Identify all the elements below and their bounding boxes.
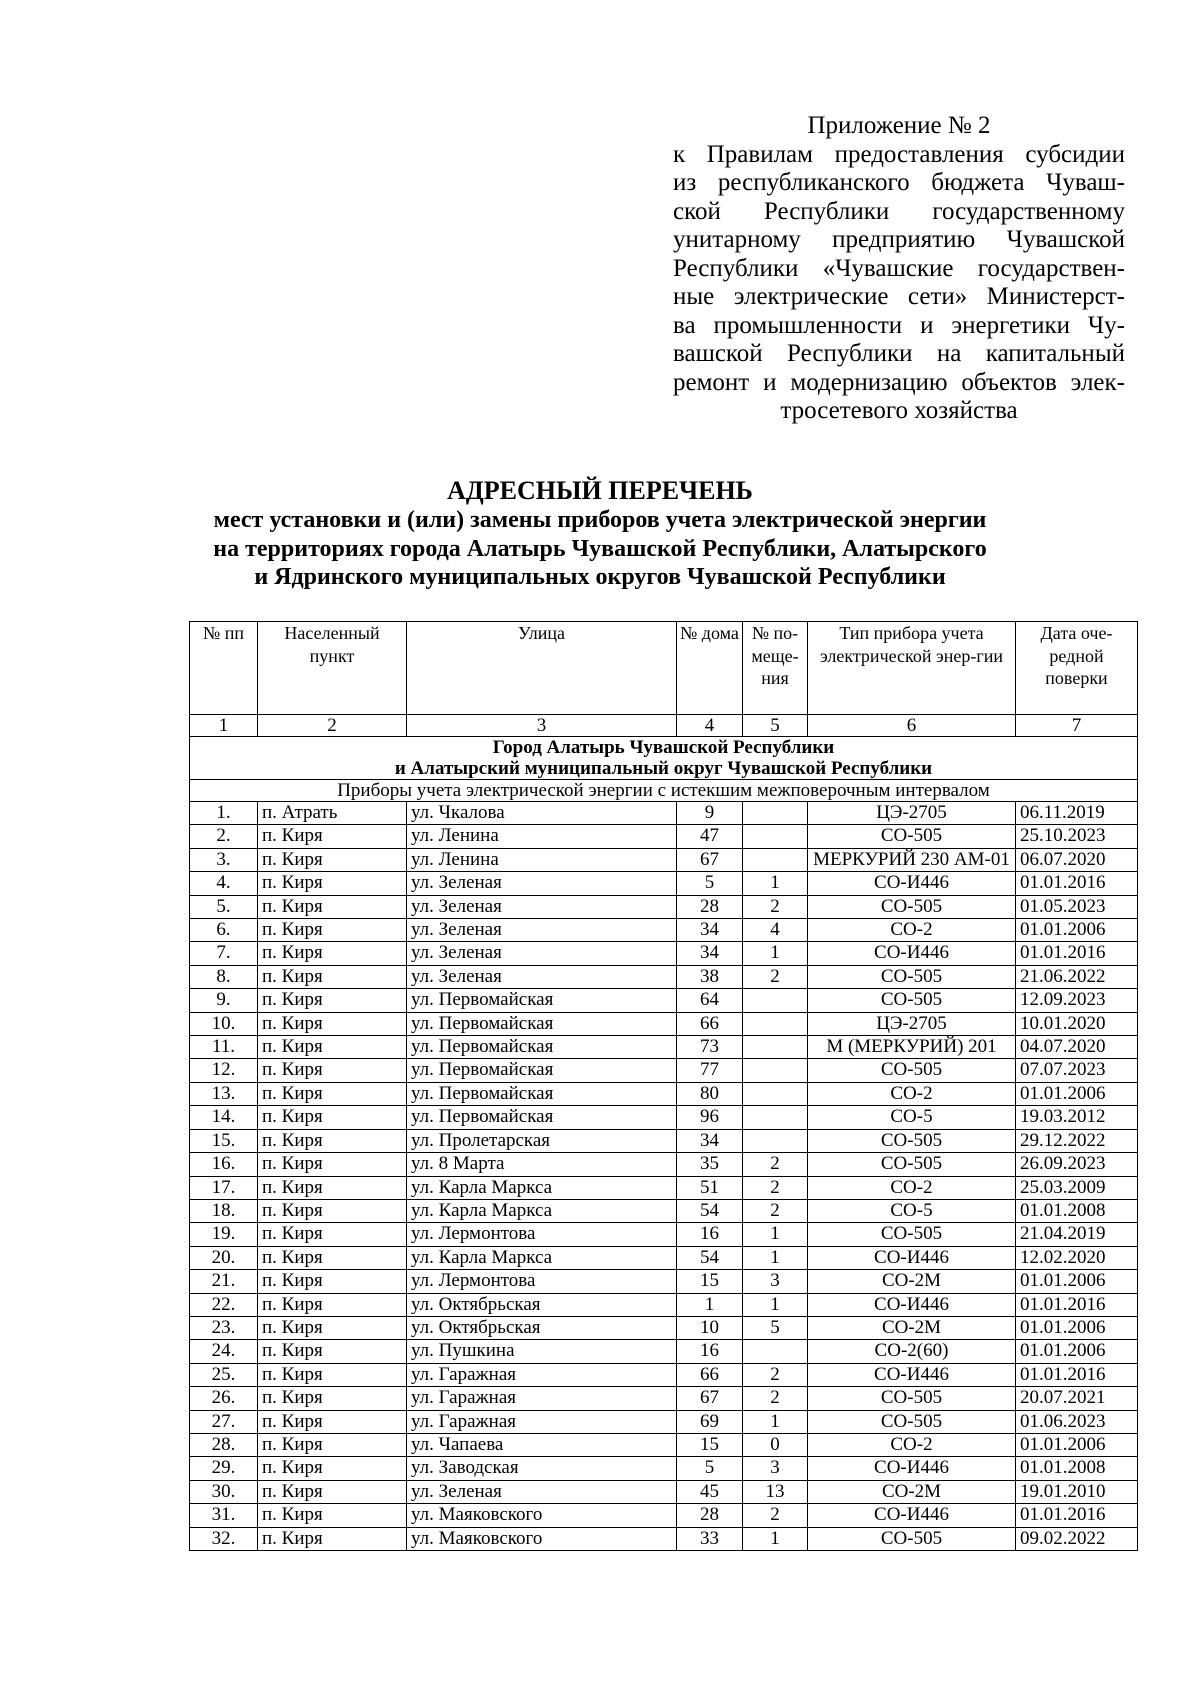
cell-number: 15. <box>190 1129 258 1152</box>
cell-house: 66 <box>677 1363 743 1386</box>
cell-locality: п. Киря <box>258 1106 407 1129</box>
cell-meter-type: СО-505 <box>808 1059 1016 1082</box>
cell-meter-type: СО-505 <box>808 895 1016 918</box>
cell-verification-date: 04.07.2020 <box>1016 1036 1138 1059</box>
cell-number: 13. <box>190 1082 258 1105</box>
cell-meter-type: СО-505 <box>808 1527 1016 1550</box>
cell-number: 6. <box>190 919 258 942</box>
cell-house: 34 <box>677 1129 743 1152</box>
table-row <box>190 1293 1138 1316</box>
cell-meter-type: СО-И446 <box>808 1363 1016 1386</box>
cell-number: 19. <box>190 1223 258 1246</box>
cell-locality: п. Киря <box>258 1036 407 1059</box>
cell-number: 30. <box>190 1480 258 1503</box>
cell-premises: 1 <box>743 1246 808 1269</box>
cell-house: 45 <box>677 1480 743 1503</box>
cell-number: 2. <box>190 825 258 848</box>
header-cell-verification-date: Дата оче-редной поверки <box>1016 622 1138 715</box>
cell-locality: п. Киря <box>258 1363 407 1386</box>
cell-locality: п. Киря <box>258 1316 407 1339</box>
column-number: 1 <box>190 715 258 737</box>
cell-number: 28. <box>190 1433 258 1456</box>
cell-house: 67 <box>677 1387 743 1410</box>
cell-house: 35 <box>677 1153 743 1176</box>
cell-house: 15 <box>677 1433 743 1456</box>
cell-number: 5. <box>190 895 258 918</box>
cell-meter-type: СО-И446 <box>808 1504 1016 1527</box>
cell-street: ул. Первомайская <box>407 989 677 1012</box>
cell-locality: п. Киря <box>258 1270 407 1293</box>
table-row <box>190 1363 1138 1386</box>
table-row <box>190 1270 1138 1293</box>
cell-locality: п. Киря <box>258 1129 407 1152</box>
cell-number: 25. <box>190 1363 258 1386</box>
cell-premises: 13 <box>743 1480 808 1503</box>
cell-house: 54 <box>677 1246 743 1269</box>
cell-number: 1. <box>190 802 258 825</box>
cell-house: 34 <box>677 919 743 942</box>
cell-street: ул. Ленина <box>407 825 677 848</box>
cell-verification-date: 01.01.2006 <box>1016 1082 1138 1105</box>
cell-meter-type: СО-2 <box>808 919 1016 942</box>
cell-house: 38 <box>677 965 743 988</box>
cell-house: 67 <box>677 848 743 871</box>
section-title <box>190 737 1138 780</box>
cell-street: ул. Чкалова <box>407 802 677 825</box>
cell-premises: 2 <box>743 1199 808 1222</box>
cell-locality: п. Киря <box>258 1246 407 1269</box>
cell-meter-type: СО-5 <box>808 1199 1016 1222</box>
appendix-line: ской Республики государственному <box>673 197 1125 225</box>
cell-locality: п. Киря <box>258 1012 407 1035</box>
cell-number: 7. <box>190 942 258 965</box>
cell-meter-type: ЦЭ-2705 <box>808 802 1016 825</box>
cell-number: 16. <box>190 1153 258 1176</box>
header-cell-street: Улица <box>407 622 677 715</box>
cell-premises <box>743 1036 808 1059</box>
cell-premises <box>743 1106 808 1129</box>
cell-locality: п. Киря <box>258 1293 407 1316</box>
cell-meter-type: СО-И446 <box>808 942 1016 965</box>
table-row <box>190 1082 1138 1105</box>
cell-meter-type: СО-И446 <box>808 1246 1016 1269</box>
cell-number: 18. <box>190 1199 258 1222</box>
cell-premises: 5 <box>743 1316 808 1339</box>
cell-meter-type: СО-505 <box>808 1129 1016 1152</box>
cell-house: 5 <box>677 1457 743 1480</box>
cell-number: 4. <box>190 872 258 895</box>
cell-locality: п. Киря <box>258 1153 407 1176</box>
cell-premises: 1 <box>743 942 808 965</box>
cell-premises <box>743 802 808 825</box>
cell-street: ул. Зеленая <box>407 872 677 895</box>
appendix-line: вашской Республики на капитальный <box>673 340 1125 367</box>
cell-locality: п. Киря <box>258 942 407 965</box>
cell-meter-type: СО-И446 <box>808 1293 1016 1316</box>
cell-verification-date: 01.01.2008 <box>1016 1199 1138 1222</box>
cell-locality: п. Киря <box>258 1223 407 1246</box>
cell-street: ул. Первомайская <box>407 1106 677 1129</box>
cell-number: 9. <box>190 989 258 1012</box>
cell-meter-type: СО-505 <box>808 989 1016 1012</box>
cell-house: 15 <box>677 1270 743 1293</box>
cell-verification-date: 21.06.2022 <box>1016 965 1138 988</box>
column-number: 2 <box>258 715 407 737</box>
column-number: 4 <box>677 715 743 737</box>
cell-locality: п. Киря <box>258 848 407 871</box>
cell-verification-date: 25.10.2023 <box>1016 825 1138 848</box>
cell-verification-date: 06.11.2019 <box>1016 802 1138 825</box>
cell-street: ул. Первомайская <box>407 1012 677 1035</box>
cell-street: ул. Карла Маркса <box>407 1246 677 1269</box>
cell-meter-type: СО-2 <box>808 1176 1016 1199</box>
table-row <box>190 802 1138 825</box>
cell-number: 20. <box>190 1246 258 1269</box>
table-row <box>190 1340 1138 1363</box>
header-cell-meter-type: Тип прибора учета электрической энер-гии <box>808 622 1016 715</box>
cell-street: ул. Зеленая <box>407 1480 677 1503</box>
cell-number: 14. <box>190 1106 258 1129</box>
cell-premises: 4 <box>743 919 808 942</box>
subsection-title: Приборы учета электрической энергии с истекшим межповерочным интервалом <box>190 780 1138 802</box>
table-row <box>190 942 1138 965</box>
cell-premises: 2 <box>743 1504 808 1527</box>
table-row <box>190 1410 1138 1433</box>
cell-number: 22. <box>190 1293 258 1316</box>
cell-number: 27. <box>190 1410 258 1433</box>
document-subtitle-line: на территориях города Алатырь Чувашской Республики, Алатырского <box>213 535 987 562</box>
column-number: 3 <box>407 715 677 737</box>
cell-verification-date: 01.01.2016 <box>1016 1504 1138 1527</box>
cell-premises: 0 <box>743 1433 808 1456</box>
cell-house: 16 <box>677 1223 743 1246</box>
cell-verification-date: 21.04.2019 <box>1016 1223 1138 1246</box>
table-row <box>190 848 1138 871</box>
cell-house: 54 <box>677 1199 743 1222</box>
section-title-line: и Алатырский муниципальный округ Чувашской Республики <box>394 758 933 779</box>
cell-premises: 1 <box>743 1410 808 1433</box>
cell-house: 69 <box>677 1410 743 1433</box>
appendix-line: к Правилам предоставления субсидии <box>673 140 1125 168</box>
cell-premises: 1 <box>743 1223 808 1246</box>
table-row <box>190 1246 1138 1269</box>
cell-house: 9 <box>677 802 743 825</box>
cell-house: 73 <box>677 1036 743 1059</box>
cell-house: 5 <box>677 872 743 895</box>
appendix-line: ные электрические сети» Министерст- <box>673 283 1125 310</box>
column-number: 5 <box>743 715 808 737</box>
table-row <box>190 989 1138 1012</box>
cell-verification-date: 01.05.2023 <box>1016 895 1138 918</box>
cell-premises <box>743 989 808 1012</box>
cell-house: 66 <box>677 1012 743 1035</box>
cell-street: ул. Карла Маркса <box>407 1199 677 1222</box>
cell-street: ул. Первомайская <box>407 1082 677 1105</box>
cell-street: ул. Гаражная <box>407 1410 677 1433</box>
cell-house: 1 <box>677 1293 743 1316</box>
table-row <box>190 919 1138 942</box>
header-cell-locality: Населенный пункт <box>258 622 407 715</box>
table-row <box>190 1106 1138 1129</box>
table-row <box>190 1129 1138 1152</box>
cell-premises: 2 <box>743 1176 808 1199</box>
cell-verification-date: 26.09.2023 <box>1016 1153 1138 1176</box>
cell-number: 32. <box>190 1527 258 1550</box>
cell-meter-type: ЦЭ-2705 <box>808 1012 1016 1035</box>
cell-premises: 2 <box>743 1153 808 1176</box>
cell-number: 11. <box>190 1036 258 1059</box>
section-title-line: Город Алатырь Чувашской Республики <box>492 737 835 758</box>
cell-street: ул. Зеленая <box>407 895 677 918</box>
cell-number: 12. <box>190 1059 258 1082</box>
column-number: 7 <box>1016 715 1138 737</box>
cell-meter-type: СО-505 <box>808 825 1016 848</box>
cell-street: ул. Маяковского <box>407 1527 677 1550</box>
cell-number: 10. <box>190 1012 258 1035</box>
table-row <box>190 1480 1138 1503</box>
cell-house: 51 <box>677 1176 743 1199</box>
cell-premises <box>743 1059 808 1082</box>
cell-street: ул. Зеленая <box>407 942 677 965</box>
cell-street: ул. Октябрьская <box>407 1316 677 1339</box>
cell-meter-type: СО-2М <box>808 1480 1016 1503</box>
cell-locality: п. Киря <box>258 989 407 1012</box>
cell-street: ул. Ленина <box>407 848 677 871</box>
cell-house: 96 <box>677 1106 743 1129</box>
cell-number: 17. <box>190 1176 258 1199</box>
cell-street: ул. Пролетарская <box>407 1129 677 1152</box>
cell-number: 24. <box>190 1340 258 1363</box>
cell-verification-date: 01.01.2016 <box>1016 942 1138 965</box>
cell-verification-date: 09.02.2022 <box>1016 1527 1138 1550</box>
cell-verification-date: 25.03.2009 <box>1016 1176 1138 1199</box>
table-row <box>190 1059 1138 1082</box>
document-subtitle-line: и Ядринского муниципальных округов Чувашской Республики <box>254 564 946 590</box>
cell-premises: 1 <box>743 1293 808 1316</box>
cell-locality: п. Киря <box>258 825 407 848</box>
table-section-row <box>190 737 1138 780</box>
table-header-row <box>190 622 1138 715</box>
table-column-number-row <box>190 715 1138 737</box>
appendix-line: из республиканского бюджета Чуваш- <box>673 169 1125 196</box>
cell-street: ул. Лермонтова <box>407 1223 677 1246</box>
cell-locality: п. Киря <box>258 1527 407 1550</box>
table-row <box>190 1153 1138 1176</box>
cell-street: ул. Первомайская <box>407 1059 677 1082</box>
cell-premises: 3 <box>743 1457 808 1480</box>
cell-locality: п. Киря <box>258 1480 407 1503</box>
cell-number: 21. <box>190 1270 258 1293</box>
table-row <box>190 1036 1138 1059</box>
cell-locality: п. Киря <box>258 895 407 918</box>
cell-street: ул. Гаражная <box>407 1363 677 1386</box>
table-row <box>190 895 1138 918</box>
appendix-line: унитарному предприятию Чувашской <box>673 226 1125 253</box>
cell-street: ул. Лермонтова <box>407 1270 677 1293</box>
cell-locality: п. Киря <box>258 1082 407 1105</box>
cell-locality: п. Киря <box>258 1457 407 1480</box>
cell-meter-type: СО-2 <box>808 1082 1016 1105</box>
table-row <box>190 1527 1138 1550</box>
cell-meter-type: СО-2М <box>808 1316 1016 1339</box>
document-title: АДРЕСНЫЙ ПЕРЕЧЕНЬ <box>447 476 753 505</box>
cell-premises <box>743 1340 808 1363</box>
cell-number: 31. <box>190 1504 258 1527</box>
cell-verification-date: 10.01.2020 <box>1016 1012 1138 1035</box>
header-cell-house: № дома <box>677 622 743 715</box>
cell-house: 28 <box>677 1504 743 1527</box>
cell-verification-date: 19.03.2012 <box>1016 1106 1138 1129</box>
cell-verification-date: 12.02.2020 <box>1016 1246 1138 1269</box>
cell-meter-type: СО-2 <box>808 1433 1016 1456</box>
table-row <box>190 1199 1138 1222</box>
cell-number: 3. <box>190 848 258 871</box>
cell-premises <box>743 825 808 848</box>
cell-verification-date: 01.01.2006 <box>1016 919 1138 942</box>
table-row <box>190 872 1138 895</box>
cell-house: 77 <box>677 1059 743 1082</box>
cell-verification-date: 01.01.2006 <box>1016 1433 1138 1456</box>
cell-locality: п. Киря <box>258 1199 407 1222</box>
cell-street: ул. 8 Марта <box>407 1153 677 1176</box>
cell-number: 23. <box>190 1316 258 1339</box>
cell-house: 80 <box>677 1082 743 1105</box>
document-heading <box>185 476 1015 592</box>
cell-street: ул. Зеленая <box>407 919 677 942</box>
cell-locality: п. Киря <box>258 1340 407 1363</box>
cell-house: 28 <box>677 895 743 918</box>
table-row <box>190 1316 1138 1339</box>
cell-premises <box>743 1012 808 1035</box>
cell-street: ул. Чапаева <box>407 1433 677 1456</box>
cell-premises: 2 <box>743 895 808 918</box>
cell-premises: 1 <box>743 1527 808 1550</box>
cell-house: 16 <box>677 1340 743 1363</box>
cell-street: ул. Заводская <box>407 1457 677 1480</box>
cell-house: 10 <box>677 1316 743 1339</box>
appendix-line: тросетевого хозяйства <box>780 397 1018 424</box>
cell-house: 64 <box>677 989 743 1012</box>
cell-locality: п. Киря <box>258 1504 407 1527</box>
header-cell-premises: № по-меще-ния <box>743 622 808 715</box>
cell-street: ул. Маяковского <box>407 1504 677 1527</box>
cell-verification-date: 01.01.2006 <box>1016 1340 1138 1363</box>
cell-locality: п. Киря <box>258 1433 407 1456</box>
appendix-line: ремонт и модернизацию объектов элек- <box>673 368 1125 396</box>
cell-street: ул. Карла Маркса <box>407 1176 677 1199</box>
cell-meter-type: СО-И446 <box>808 1457 1016 1480</box>
cell-locality: п. Киря <box>258 1176 407 1199</box>
cell-street: ул. Первомайская <box>407 1036 677 1059</box>
cell-verification-date: 01.01.2006 <box>1016 1316 1138 1339</box>
cell-meter-type: СО-505 <box>808 1387 1016 1410</box>
cell-locality: п. Киря <box>258 1410 407 1433</box>
table-row <box>190 1387 1138 1410</box>
cell-verification-date: 20.07.2021 <box>1016 1387 1138 1410</box>
cell-meter-type: СО-505 <box>808 965 1016 988</box>
appendix-title: Приложение № 2 <box>807 112 991 139</box>
cell-meter-type: МЕРКУРИЙ 230 АМ-01 <box>808 848 1016 871</box>
document-subtitle-line: мест установки и (или) замены приборов учета электрической энергии <box>213 507 987 533</box>
appendix-block <box>673 112 1125 426</box>
cell-meter-type: СО-2(60) <box>808 1340 1016 1363</box>
table-row <box>190 965 1138 988</box>
cell-street: ул. Зеленая <box>407 965 677 988</box>
cell-house: 33 <box>677 1527 743 1550</box>
cell-locality: п. Киря <box>258 872 407 895</box>
cell-premises: 3 <box>743 1270 808 1293</box>
address-table <box>189 621 1138 1551</box>
cell-house: 47 <box>677 825 743 848</box>
cell-street: ул. Гаражная <box>407 1387 677 1410</box>
cell-verification-date: 01.01.2006 <box>1016 1270 1138 1293</box>
cell-verification-date: 07.07.2023 <box>1016 1059 1138 1082</box>
table-subsection-row <box>190 780 1138 802</box>
cell-verification-date: 12.09.2023 <box>1016 989 1138 1012</box>
cell-premises: 2 <box>743 965 808 988</box>
cell-number: 26. <box>190 1387 258 1410</box>
table-row <box>190 825 1138 848</box>
cell-meter-type: СО-505 <box>808 1223 1016 1246</box>
table-row <box>190 1457 1138 1480</box>
cell-verification-date: 01.01.2016 <box>1016 1363 1138 1386</box>
cell-number: 8. <box>190 965 258 988</box>
cell-locality: п. Киря <box>258 919 407 942</box>
cell-locality: п. Атрать <box>258 802 407 825</box>
cell-meter-type: СО-505 <box>808 1153 1016 1176</box>
cell-meter-type: М (МЕРКУРИЙ) 201 <box>808 1036 1016 1059</box>
cell-street: ул. Пушкина <box>407 1340 677 1363</box>
cell-premises: 1 <box>743 872 808 895</box>
cell-verification-date: 29.12.2022 <box>1016 1129 1138 1152</box>
column-number: 6 <box>808 715 1016 737</box>
cell-house: 34 <box>677 942 743 965</box>
cell-verification-date: 06.07.2020 <box>1016 848 1138 871</box>
cell-meter-type: СО-И446 <box>808 872 1016 895</box>
cell-verification-date: 01.01.2016 <box>1016 1293 1138 1316</box>
cell-premises: 2 <box>743 1387 808 1410</box>
cell-verification-date: 01.06.2023 <box>1016 1410 1138 1433</box>
cell-premises <box>743 848 808 871</box>
appendix-line: Республики «Чувашские государствен- <box>673 254 1125 282</box>
cell-verification-date: 19.01.2010 <box>1016 1480 1138 1503</box>
cell-premises: 2 <box>743 1363 808 1386</box>
table-row <box>190 1504 1138 1527</box>
cell-verification-date: 01.01.2016 <box>1016 872 1138 895</box>
cell-number: 29. <box>190 1457 258 1480</box>
cell-locality: п. Киря <box>258 1387 407 1410</box>
cell-locality: п. Киря <box>258 1059 407 1082</box>
table-row <box>190 1223 1138 1246</box>
cell-meter-type: СО-505 <box>808 1410 1016 1433</box>
cell-meter-type: СО-5 <box>808 1106 1016 1129</box>
header-cell-number: № пп <box>190 622 258 715</box>
cell-verification-date: 01.01.2008 <box>1016 1457 1138 1480</box>
table-row <box>190 1176 1138 1199</box>
cell-premises <box>743 1129 808 1152</box>
cell-meter-type: СО-2М <box>808 1270 1016 1293</box>
table-row <box>190 1012 1138 1035</box>
table-row <box>190 1433 1138 1456</box>
appendix-line: ва промышленности и энергетики Чу- <box>673 311 1125 339</box>
cell-locality: п. Киря <box>258 965 407 988</box>
cell-street: ул. Октябрьская <box>407 1293 677 1316</box>
cell-premises <box>743 1082 808 1105</box>
